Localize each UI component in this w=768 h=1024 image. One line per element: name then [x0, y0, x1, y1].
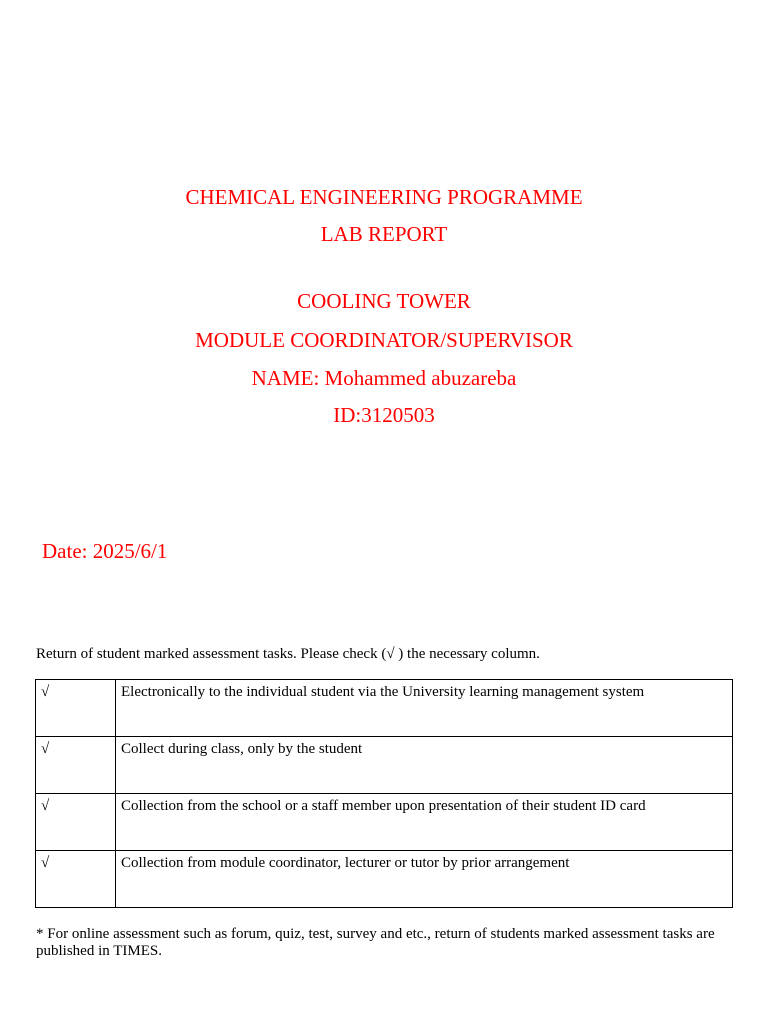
check-cell: √ — [36, 737, 116, 794]
check-cell: √ — [36, 851, 116, 908]
table-row — [36, 737, 733, 794]
experiment-title: COOLING TOWER — [297, 289, 471, 313]
table-row — [36, 680, 733, 737]
return-instruction: Return of student marked assessment tasks. Please check (√ ) the necessary column. — [36, 646, 540, 662]
student-name: NAME: Mohammed abuzareba — [251, 366, 517, 390]
programme-title: CHEMICAL ENGINEERING PROGRAMME — [185, 185, 583, 209]
option-text: Electronically to the individual student via the University learning management system — [116, 680, 733, 737]
coordinator-label: MODULE COORDINATOR/SUPERVISOR — [195, 328, 573, 352]
check-cell: √ — [36, 680, 116, 737]
table-row — [36, 794, 733, 851]
footnote: * For online assessment such as forum, quiz, test, survey and etc., return of students marked assessment tasks are published in TIMES. — [36, 926, 715, 959]
check-cell: √ — [36, 794, 116, 851]
report-type: LAB REPORT — [320, 222, 448, 246]
option-text: Collection from the school or a staff member upon presentation of their student ID card — [116, 794, 733, 851]
option-text: Collect during class, only by the student — [116, 737, 733, 794]
table-row — [36, 851, 733, 908]
option-text: Collection from module coordinator, lecturer or tutor by prior arrangement — [116, 851, 733, 908]
student-id: ID:3120503 — [333, 403, 435, 427]
return-options-table — [35, 679, 733, 908]
report-date: Date: 2025/6/1 — [42, 539, 168, 563]
